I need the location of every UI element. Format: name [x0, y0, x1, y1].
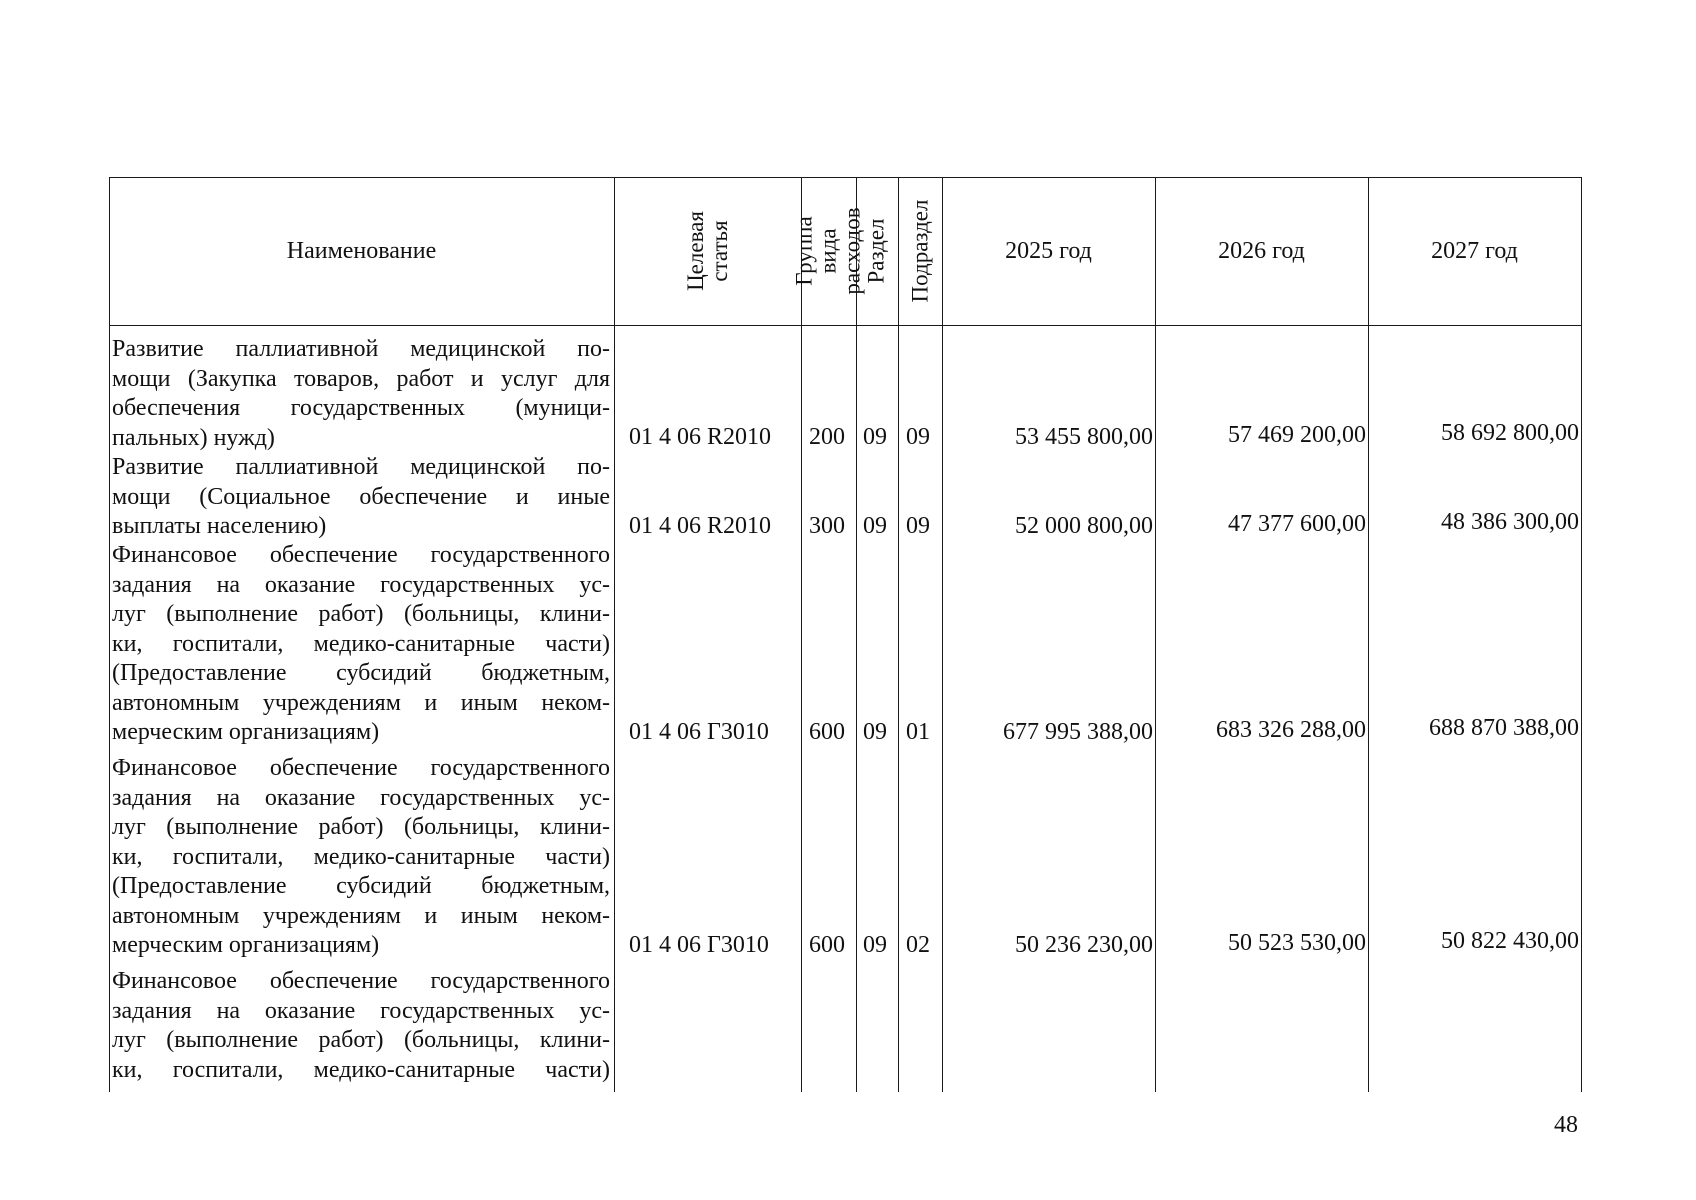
row-2026: 50 523 530,00 [1228, 930, 1366, 956]
row-article: 01 4 06 Г3010 [629, 719, 769, 745]
col-border [1581, 177, 1582, 1092]
header-2025: 2025 год [1005, 237, 1092, 264]
budget-table [109, 177, 1581, 1092]
header-expense-group: Группа вида расходов [791, 207, 865, 295]
page-number: 48 [1554, 1112, 1578, 1138]
row-name: Развитие паллиативной медицинской по- мощи (Социальное обеспечение и иные выплаты населению) [112, 454, 610, 539]
row-2026: 683 326 288,00 [1216, 717, 1366, 743]
row-2025: 50 236 230,00 [1015, 932, 1153, 958]
row-2025: 677 995 388,00 [1003, 719, 1153, 745]
row-name: Финансовое обеспечение государственного задания на оказание государственных ус- луг (выполнение работ) (больницы, клини- ки, госпитали, медико-санитарные части) (Предоставление субсидий бюджетным, автономным учреждениям и иным неком- мерческим организациям) [112, 755, 610, 958]
row-name: Финансовое обеспечение государственного задания на оказание государственных ус- луг (выполнение работ) (больницы, клини- ки, госпитали, медико-санитарные части) (Предоставление субсидий бюджетным, автономным учреждениям и иным неком- мерческим организациям) [112, 542, 610, 745]
header-bottom-border [109, 325, 1581, 326]
row-article: 01 4 06 R2010 [629, 513, 772, 539]
row-group: 300 [809, 513, 845, 539]
row-article: 01 4 06 R2010 [629, 424, 772, 450]
row-2027: 50 822 430,00 [1441, 928, 1579, 954]
row-2025: 52 000 800,00 [1015, 513, 1153, 539]
header-2027: 2027 год [1431, 237, 1518, 264]
row-section: 09 [863, 719, 887, 745]
row-section: 09 [863, 513, 887, 539]
row-2026: 47 377 600,00 [1228, 511, 1366, 537]
row-2027: 48 386 300,00 [1441, 509, 1579, 535]
row-name: Финансовое обеспечение государственного задания на оказание государственных ус- луг (выполнение работ) (больницы, клини- ки, госпитали, медико-санитарные части) [112, 968, 610, 1083]
row-2025: 53 455 800,00 [1015, 424, 1153, 450]
header-2026: 2026 год [1218, 237, 1305, 264]
row-group: 600 [809, 719, 845, 745]
row-group: 200 [809, 424, 845, 450]
row-subsection: 01 [906, 719, 930, 745]
header-subsection: Подраздел [907, 199, 933, 303]
row-subsection: 09 [906, 513, 930, 539]
row-group: 600 [809, 932, 845, 958]
row-section: 09 [863, 932, 887, 958]
row-2027: 58 692 800,00 [1441, 420, 1579, 446]
row-article: 01 4 06 Г3010 [629, 932, 769, 958]
header-section: Раздел [864, 218, 889, 284]
row-subsection: 09 [906, 424, 930, 450]
row-2026: 57 469 200,00 [1228, 422, 1366, 448]
row-2027: 688 870 388,00 [1429, 715, 1579, 741]
row-name: Развитие паллиативной медицинской по- мощи (Закупка товаров, работ и услуг для обеспечения государственных (муници- пальных) нужд) [112, 336, 610, 451]
header-name: Наименование [286, 237, 437, 264]
row-subsection: 02 [906, 932, 930, 958]
header-target-article: Целевая статья [682, 211, 732, 291]
row-section: 09 [863, 424, 887, 450]
